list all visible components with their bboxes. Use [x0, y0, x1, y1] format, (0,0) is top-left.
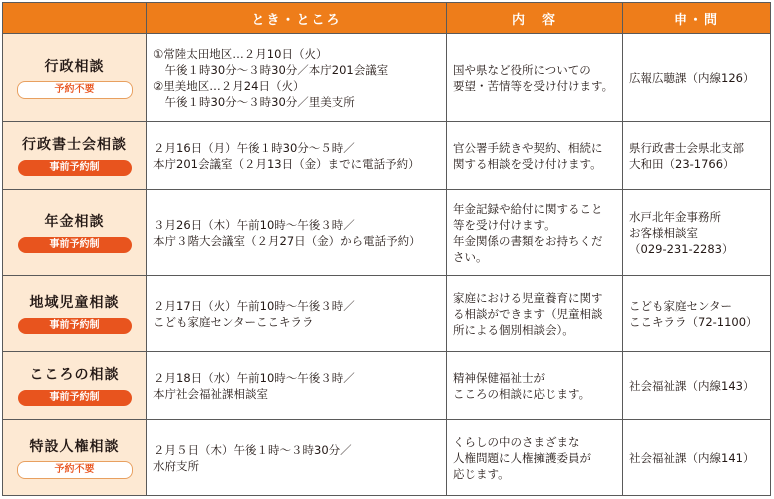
time-cell [147, 276, 447, 352]
time-line: ３月26日（木）午前10時～午後３時／ [153, 217, 355, 232]
reservation-badge: 予約不要 [17, 81, 133, 99]
consultation-label-cell [3, 190, 147, 276]
time-cell [147, 34, 447, 122]
time-line: 本庁３階大会議室（２月27日（金）から電話予約） [153, 233, 421, 248]
reservation-badge: 事前予約制 [18, 318, 132, 334]
reservation-badge: 事前予約制 [18, 160, 132, 176]
table-body [3, 34, 771, 496]
content-cell [447, 276, 623, 352]
content-cell [447, 34, 623, 122]
time-line: ２月16日（月）午後１時30分～５時／ [153, 140, 355, 155]
contact-cell [623, 122, 771, 190]
content-line: 国や県など役所についての [453, 62, 591, 77]
content-line: くらしの中のさまざまな [453, 434, 580, 449]
table-row [3, 190, 771, 276]
consultation-label-cell [3, 276, 147, 352]
contact-line: こども家庭センター [629, 298, 733, 313]
content-line: 所による個別相談会）。 [453, 322, 574, 337]
consultation-label-cell [3, 34, 147, 122]
content-cell [447, 420, 623, 496]
table-row [3, 122, 771, 190]
time-cell [147, 190, 447, 276]
contact-cell [623, 190, 771, 276]
content-line: 年金記録や給付に関すること [453, 201, 603, 216]
consultation-label-cell [3, 420, 147, 496]
content-line: る相談ができます（児童相談 [453, 306, 603, 321]
reservation-badge: 事前予約制 [18, 237, 132, 253]
content-line: 人権問題に人権擁護委員が [453, 450, 591, 465]
contact-line: 広報広聴課（内線126） [629, 70, 755, 85]
contact-line: （029-231-2283） [629, 241, 734, 256]
time-line: ①常陸太田地区…２月10日（火） [153, 46, 328, 61]
time-line: こども家庭センターここキララ [153, 314, 314, 329]
consultation-title: 年金相談 [44, 214, 105, 230]
table-row [3, 34, 771, 122]
content-cell [447, 190, 623, 276]
header-title-col [3, 3, 147, 34]
contact-line: 大和田（23-1766） [629, 156, 735, 171]
content-line: こころの相談に応じます。 [453, 386, 591, 401]
contact-cell [623, 276, 771, 352]
header-time-place: とき・ところ [147, 3, 447, 34]
consultation-title: 行政書士会相談 [22, 137, 127, 153]
content-line: 年金関係の書類をお持ちくだ [453, 233, 603, 248]
consultation-label-cell [3, 352, 147, 420]
contact-line: ここキララ（72-1100） [629, 314, 758, 329]
contact-line: 社会福祉課（内線141） [629, 450, 755, 465]
time-line: ②里美地区…２月24日（火） [153, 78, 305, 93]
time-line: 本庁社会福祉課相談室 [153, 386, 268, 401]
contact-cell [623, 420, 771, 496]
content-line: 官公署手続きや契約、相続に [453, 140, 603, 155]
time-line: 午後１時30分～３時30分／里美支所 [153, 94, 355, 109]
content-line: 要望・苦情等を受け付けます。 [453, 78, 614, 93]
time-line: ２月18日（水）午前10時～午後３時／ [153, 370, 355, 385]
consultation-label-cell [3, 122, 147, 190]
time-line: 水府支所 [153, 458, 199, 473]
table-row [3, 352, 771, 420]
header-content: 内 容 [447, 3, 623, 34]
time-cell [147, 352, 447, 420]
header-contact: 申・問 [623, 3, 771, 34]
consultation-title: こころの相談 [29, 367, 120, 383]
reservation-badge: 事前予約制 [18, 390, 132, 406]
content-line: 関する相談を受け付けます。 [453, 156, 602, 171]
table-row [3, 420, 771, 496]
time-cell [147, 420, 447, 496]
time-cell [147, 122, 447, 190]
consultation-title: 行政相談 [44, 58, 105, 75]
time-line: ２月17日（火）午前10時～午後３時／ [153, 298, 355, 313]
contact-cell [623, 34, 771, 122]
contact-line: 社会福祉課（内線143） [629, 378, 755, 393]
content-line: 家庭における児童養育に関す [453, 290, 603, 305]
consultation-table [2, 2, 771, 496]
table-header-row [3, 3, 771, 34]
content-line: 応じます。 [453, 466, 510, 481]
time-line: 午後１時30分～３時30分／本庁201会議室 [153, 62, 389, 77]
content-cell [447, 122, 623, 190]
contact-cell [623, 352, 771, 420]
contact-line: 水戸北年金事務所 [629, 209, 721, 224]
content-line: 精神保健福祉士が [453, 370, 545, 385]
content-line: さい。 [453, 249, 488, 264]
reservation-badge: 予約不要 [17, 461, 133, 479]
content-line: 等を受け付けます。 [453, 217, 556, 232]
content-cell [447, 352, 623, 420]
table-row [3, 276, 771, 352]
time-line: ２月５日（木）午後１時～３時30分／ [153, 442, 352, 457]
contact-line: お客様相談室 [629, 225, 698, 240]
contact-line: 県行政書士会県北支部 [629, 140, 744, 155]
consultation-title: 地域児童相談 [29, 295, 120, 311]
consultation-title: 特設人権相談 [29, 438, 120, 455]
time-line: 本庁201会議室（２月13日（金）までに電話予約） [153, 156, 420, 171]
